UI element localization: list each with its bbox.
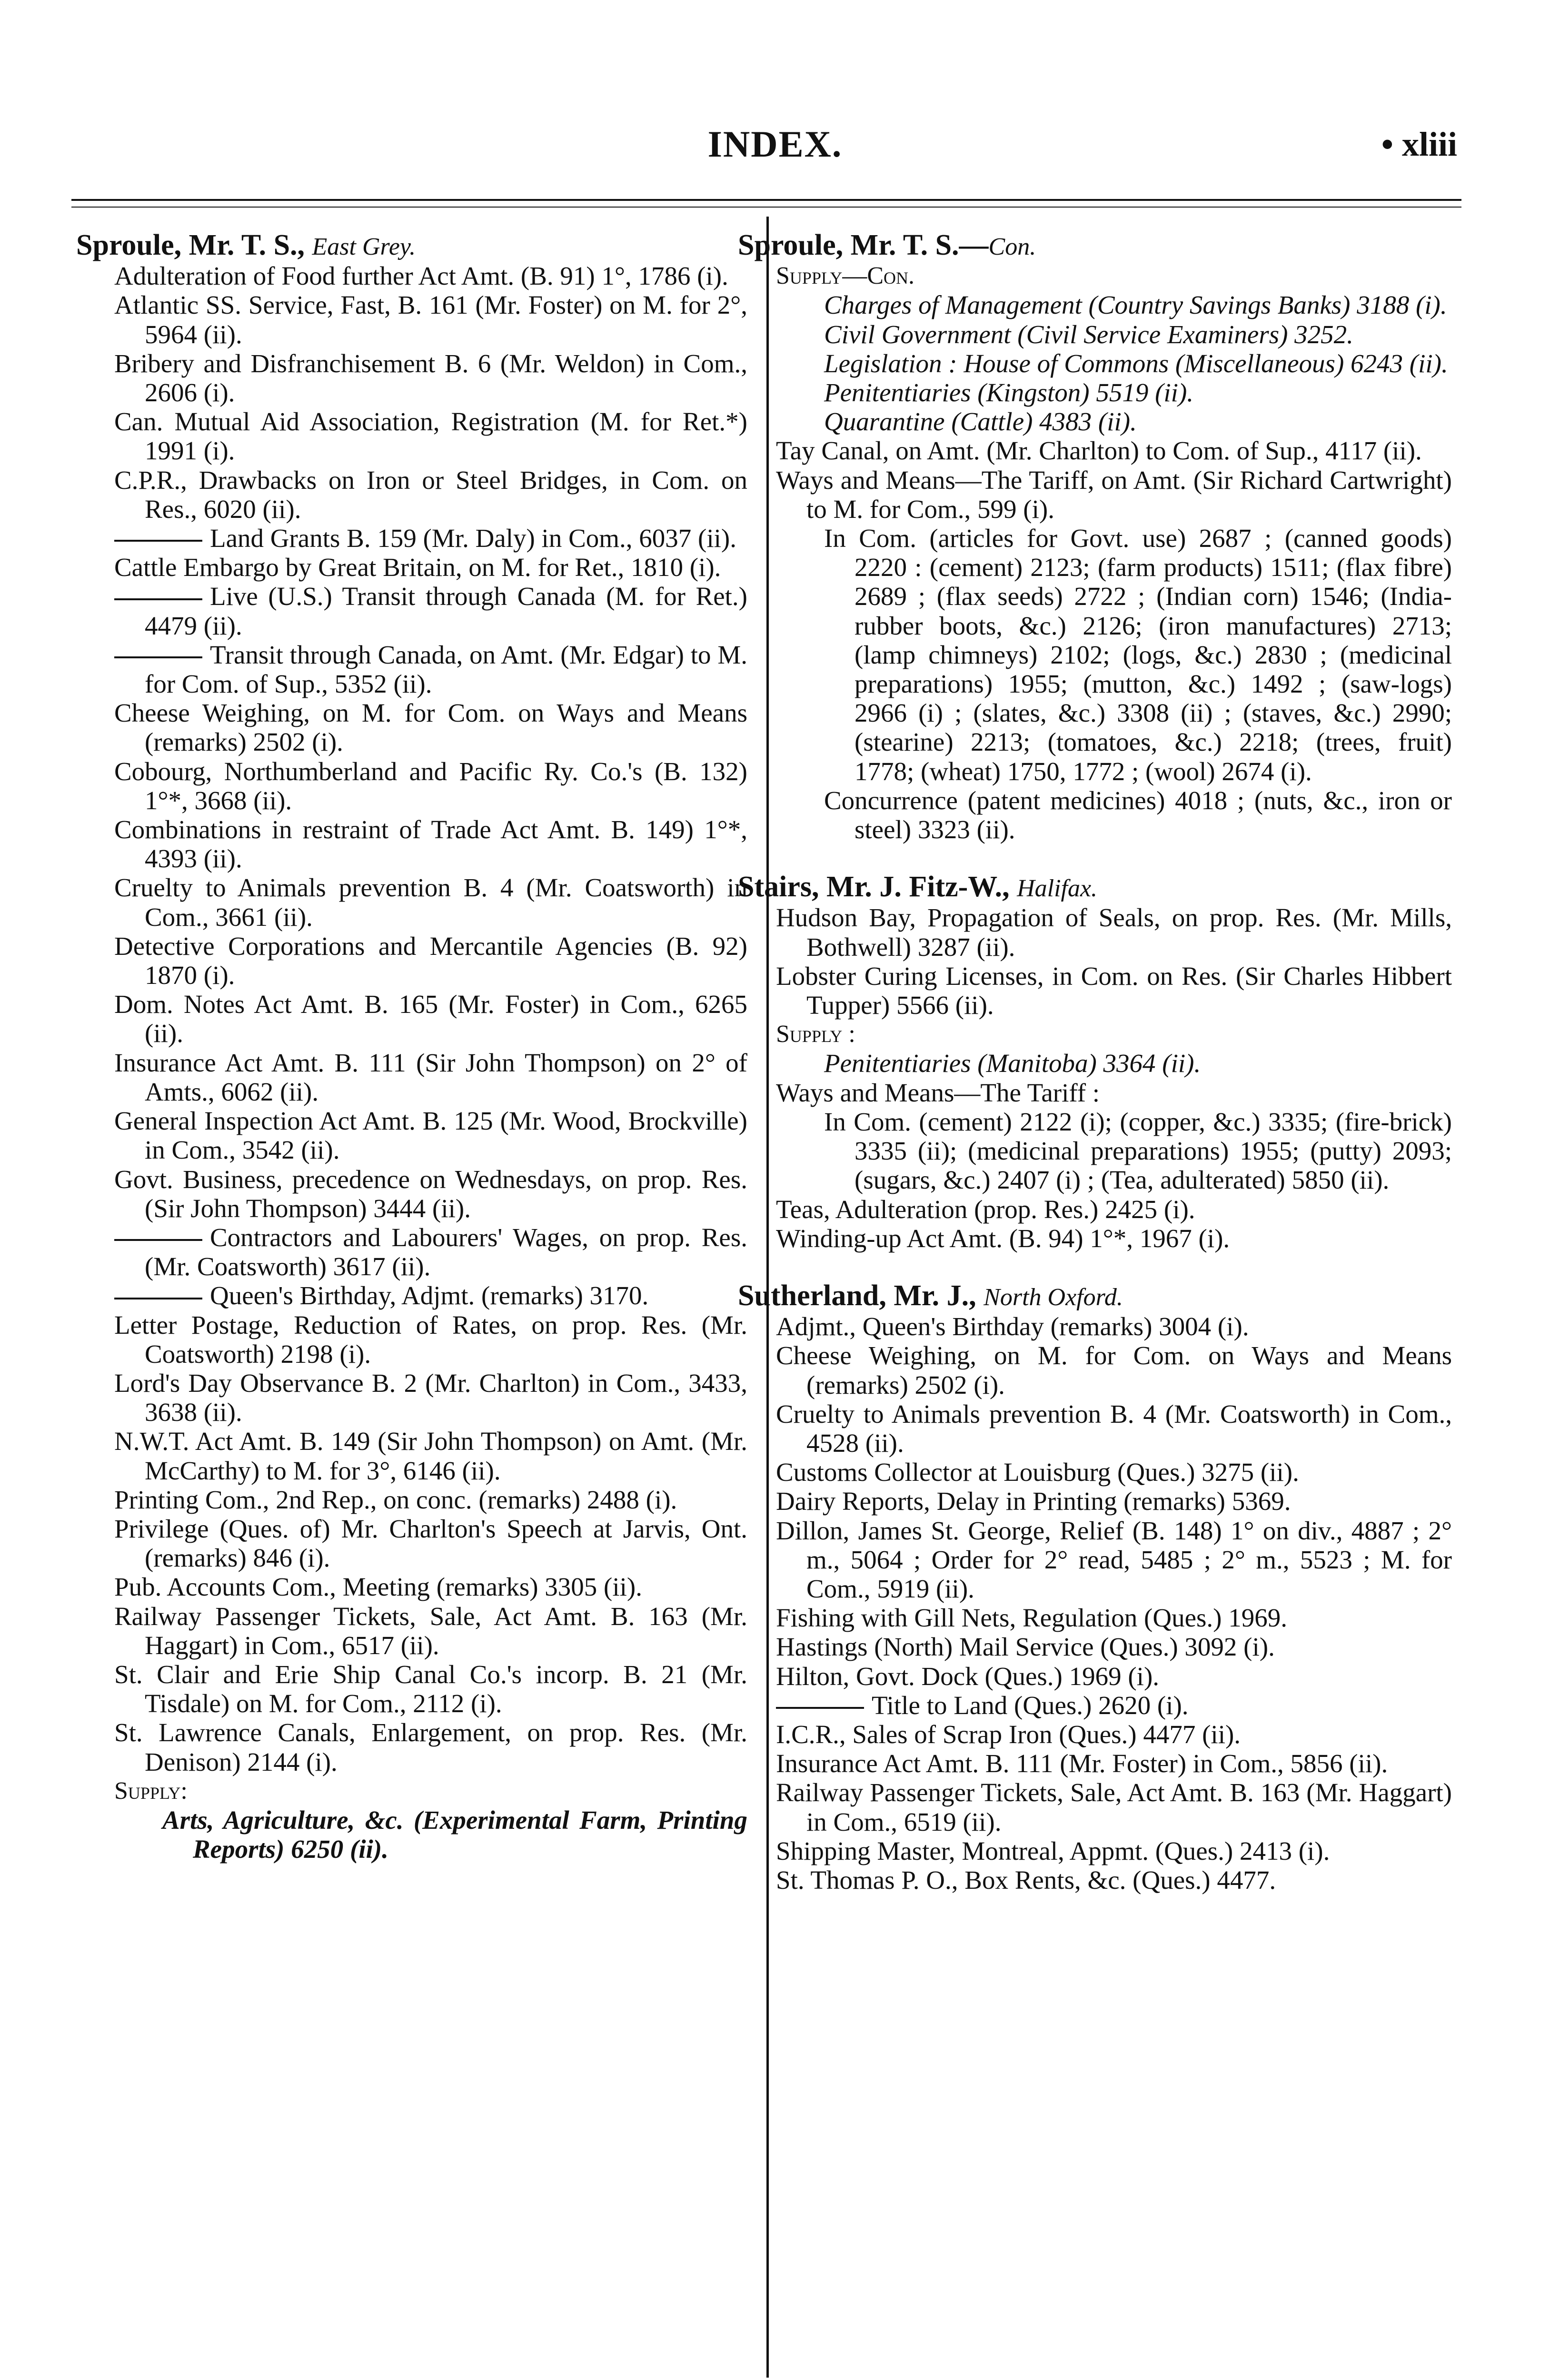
index-entry: Insurance Act Amt. B. 111 (Mr. Foster) in Com., 5856 (ii). — [776, 1749, 1388, 1778]
index-entry: Letter Postage, Reduction of Rates, on prop. Res. (Mr. Coatsworth) 2198 (i). — [114, 1310, 747, 1368]
index-entry: Hastings (North) Mail Service (Ques.) 3092 (i). — [776, 1632, 1275, 1662]
index-entry: Bribery and Disfranchisement B. 6 (Mr. Weldon) in Com., 2606 (i). — [114, 348, 747, 407]
index-entry: Dom. Notes Act Amt. B. 165 (Mr. Foster) in Com., 6265 (ii). — [114, 990, 747, 1048]
index-subentry: Land Grants B. 159 (Mr. Daly) in Com., 6037 (ii). — [145, 524, 747, 553]
index-entry: Combinations in restraint of Trade Act Amt. B. 149) 1°*, 4393 (ii). — [114, 815, 747, 873]
index-entry: Cobourg, Northumberland and Pacific Ry. Co.'s (B. 132) 1°*, 3668 (ii). — [114, 756, 747, 815]
index-entry: Ways and Means—The Tariff : — [776, 1078, 1100, 1107]
index-entry: Dairy Reports, Delay in Printing (remarks) 5369. — [776, 1487, 1291, 1516]
index-subentry: Queen's Birthday, Adjmt. (remarks) 3170. — [145, 1281, 747, 1310]
index-entry: Lobster Curing Licenses, in Com. on Res. (Sir Charles Hibbert Tupper) 5566 (ii). — [776, 961, 1452, 1020]
ditto-dash — [114, 598, 202, 600]
entry-heading — [76, 229, 747, 261]
index-entry: Railway Passenger Tickets, Sale, Act Amt. B. 163 (Mr. Haggart) in Com., 6517 (ii). — [114, 1601, 747, 1660]
index-subentry: Transit through Canada, on Amt. (Mr. Edgar) to M. for Com. of Sup., 5352 (ii). — [145, 640, 747, 698]
index-entry: Adjmt., Queen's Birthday (remarks) 3004 (i). — [776, 1312, 1249, 1341]
ditto-dash — [776, 1707, 864, 1709]
index-entry: Cruelty to Animals prevention B. 4 (Mr. Coatsworth) in Com., 3661 (ii). — [114, 873, 747, 932]
index-subentry: Penitentiaries (Kingston) 5519 (ii). — [824, 378, 1194, 407]
index-entry: Govt. Business, precedence on Wednesdays, on prop. Res. (Sir John Thompson) 3444 (ii). — [114, 1164, 747, 1223]
section-label: Supply—Con. — [776, 262, 915, 290]
index-entry: Cheese Weighing, on M. for Com. on Ways and Means (remarks) 2502 (i). — [114, 698, 747, 757]
index-entry: St. Lawrence Canals, Enlargement, on prop. Res. (Mr. Denison) 2144 (i). — [114, 1718, 747, 1776]
heading-name: Sutherland, Mr. J., — [738, 1279, 976, 1312]
heading-place: Con. — [988, 233, 1036, 260]
index-entry: Insurance Act Amt. B. 111 (Sir John Thompson) on 2° of Amts., 6062 (ii). — [114, 1048, 747, 1106]
index-entry: Customs Collector at Louisburg (Ques.) 3275 (ii). — [776, 1458, 1299, 1487]
index-entry: Printing Com., 2nd Rep., on conc. (remarks) 2488 (i). — [114, 1485, 677, 1514]
index-entry: Hudson Bay, Propagation of Seals, on prop. Res. (Mr. Mills, Bothwell) 3287 (ii). — [776, 903, 1452, 962]
index-subentry: Charges of Management (Country Savings Banks) 3188 (i). — [824, 290, 1447, 320]
index-subentry: Civil Government (Civil Service Examiners) 3252. — [824, 319, 1353, 349]
index-entry: Privilege (Ques. of) Mr. Charlton's Speech at Jarvis, Ont. (remarks) 846 (i). — [114, 1514, 747, 1573]
index-entry: Fishing with Gill Nets, Regulation (Ques.) 1969. — [776, 1603, 1287, 1633]
section-gap — [776, 844, 1452, 873]
index-entry: Cheese Weighing, on M. for Com. on Ways and Means (remarks) 2502 (i). — [776, 1341, 1452, 1399]
header-rule-thin — [71, 207, 1461, 208]
entry-heading — [738, 229, 1452, 261]
ditto-dash — [114, 1239, 202, 1241]
section-label: Supply : — [776, 1021, 855, 1048]
entry-heading — [738, 1279, 1452, 1312]
index-entry: St. Clair and Erie Ship Canal Co.'s incorp. B. 21 (Mr. Tisdale) on M. for Com., 2112 (i). — [114, 1659, 747, 1718]
heading-place: Halifax. — [1017, 875, 1098, 902]
index-entry: C.P.R., Drawbacks on Iron or Steel Bridges, in Com. on Res., 6020 (ii). — [114, 465, 747, 524]
index-entry: Cattle Embargo by Great Britain, on M. for Ret., 1810 (i). — [114, 553, 721, 582]
heading-name: Sproule, Mr. T. S., — [76, 229, 305, 261]
ditto-dash — [114, 656, 202, 658]
page-number: • xliii — [1381, 125, 1457, 163]
ditto-dash — [114, 540, 202, 542]
index-subentry: Live (U.S.) Transit through Canada (M. for Ret.) 4479 (ii). — [145, 582, 747, 640]
index-subentry: In Com. (cement) 2122 (i); (copper, &c.) 3335; (fire-brick) 3335 (ii); (medicinal preparations) 1955; (putty) 2093; (sugars, &c.) 2407 (i) ; (Tea, adulterated) 5850 (ii). — [824, 1107, 1452, 1195]
header-rule — [71, 199, 1461, 201]
index-entry: I.C.R., Sales of Scrap Iron (Ques.) 4477 (ii). — [776, 1719, 1241, 1749]
index-subentry: Concurrence (patent medicines) 4018 ; (nuts, &c., iron or steel) 3323 (ii). — [824, 785, 1452, 844]
index-subentry: Legislation : House of Commons (Miscellaneous) 6243 (ii). — [824, 348, 1448, 378]
index-subentry: In Com. (articles for Govt. use) 2687 ; (canned goods) 2220 : (cement) 2123; (farm products) 1511; (flax fibre) 2689 ; (flax seeds) 2722 ; (Indian corn) 1546; (India-rubber boots, &c.) 2126; (iron manufactures) 2713; (lamp chimneys) 2102; (logs, &c.) 2830 ; (medicinal preparations) 1955; (mutton, &c.) 1492 ; (saw-logs) 2966 (i) ; (slates, &c.) 3308 (ii) ; (staves, &c.) 2990; (stearine) 2213; (tomatoes, &c.) 2218; (trees, fruit) 1778; (wheat) 1750, 1772 ; (wool) 2674 (i). — [824, 524, 1452, 786]
right-column — [738, 229, 1452, 1894]
ditto-dash — [114, 1298, 202, 1299]
index-entry: Teas, Adulteration (prop. Res.) 2425 (i). — [776, 1194, 1195, 1224]
index-subentry: Penitentiaries (Manitoba) 3364 (ii). — [824, 1049, 1201, 1078]
index-entry: Atlantic SS. Service, Fast, B. 161 (Mr. Foster) on M. for 2°, 5964 (ii). — [114, 290, 747, 349]
index-subentry: Arts, Agriculture, &c. (Experimental Farm, Printing Reports) 6250 (ii). — [162, 1805, 747, 1864]
index-entry: Can. Mutual Aid Association, Registration (M. for Ret.*) 1991 (i). — [114, 407, 747, 466]
heading-place: East Grey. — [312, 233, 416, 260]
index-entry: Adulteration of Food further Act Amt. (B. 91) 1°, 1786 (i). — [114, 261, 728, 291]
heading-name: Stairs, Mr. J. Fitz-W., — [738, 871, 1010, 903]
index-entry: Shipping Master, Montreal, Appmt. (Ques.) 2413 (i). — [776, 1836, 1330, 1865]
index-subentry: Quarantine (Cattle) 4383 (ii). — [824, 407, 1137, 436]
index-entry: Detective Corporations and Mercantile Agencies (B. 92) 1870 (i). — [114, 931, 747, 990]
index-entry: Winding-up Act Amt. (B. 94) 1°*, 1967 (i). — [776, 1223, 1230, 1253]
section-label: Supply: — [114, 1777, 188, 1805]
index-entry: Pub. Accounts Com., Meeting (remarks) 3305 (ii). — [114, 1572, 642, 1602]
index-entry: Tay Canal, on Amt. (Mr. Charlton) to Com. of Sup., 4117 (ii). — [776, 436, 1422, 466]
section-gap — [776, 1253, 1452, 1281]
entry-heading — [738, 871, 1452, 903]
index-subentry: Title to Land (Ques.) 2620 (i). — [806, 1691, 1452, 1720]
index-subentry: Contractors and Labourers' Wages, on prop. Res. (Mr. Coatsworth) 3617 (ii). — [145, 1223, 747, 1281]
left-column — [76, 229, 747, 1864]
index-entry: Railway Passenger Tickets, Sale, Act Amt. B. 163 (Mr. Haggart) in Com., 6519 (ii). — [776, 1778, 1452, 1836]
index-entry: N.W.T. Act Amt. B. 149 (Sir John Thompson) on Amt. (Mr. McCarthy) to M. for 3°, 6146 (ii). — [114, 1427, 747, 1485]
index-entry: Hilton, Govt. Dock (Ques.) 1969 (i). — [776, 1661, 1160, 1691]
page-title: INDEX. — [707, 123, 843, 165]
index-entry: Cruelty to Animals prevention B. 4 (Mr. Coatsworth) in Com., 4528 (ii). — [776, 1399, 1452, 1458]
index-entry: St. Thomas P. O., Box Rents, &c. (Ques.) 4477. — [776, 1865, 1276, 1894]
index-entry: Ways and Means—The Tariff, on Amt. (Sir Richard Cartwright) to M. for Com., 599 (i). — [776, 465, 1452, 524]
heading-name: Sproule, Mr. T. S.— — [738, 229, 989, 261]
heading-place: North Oxford. — [984, 1283, 1123, 1311]
index-entry: Dillon, James St. George, Relief (B. 148) 1° on div., 4887 ; 2° m., 5064 ; Order for 2° read, 5485 ; 2° m., 5523 ; M. for Com., 5919 (ii). — [776, 1516, 1452, 1603]
index-entry: Lord's Day Observance B. 2 (Mr. Charlton) in Com., 3433, 3638 (ii). — [114, 1368, 747, 1427]
index-entry: General Inspection Act Amt. B. 125 (Mr. Wood, Brockville) in Com., 3542 (ii). — [114, 1106, 747, 1165]
